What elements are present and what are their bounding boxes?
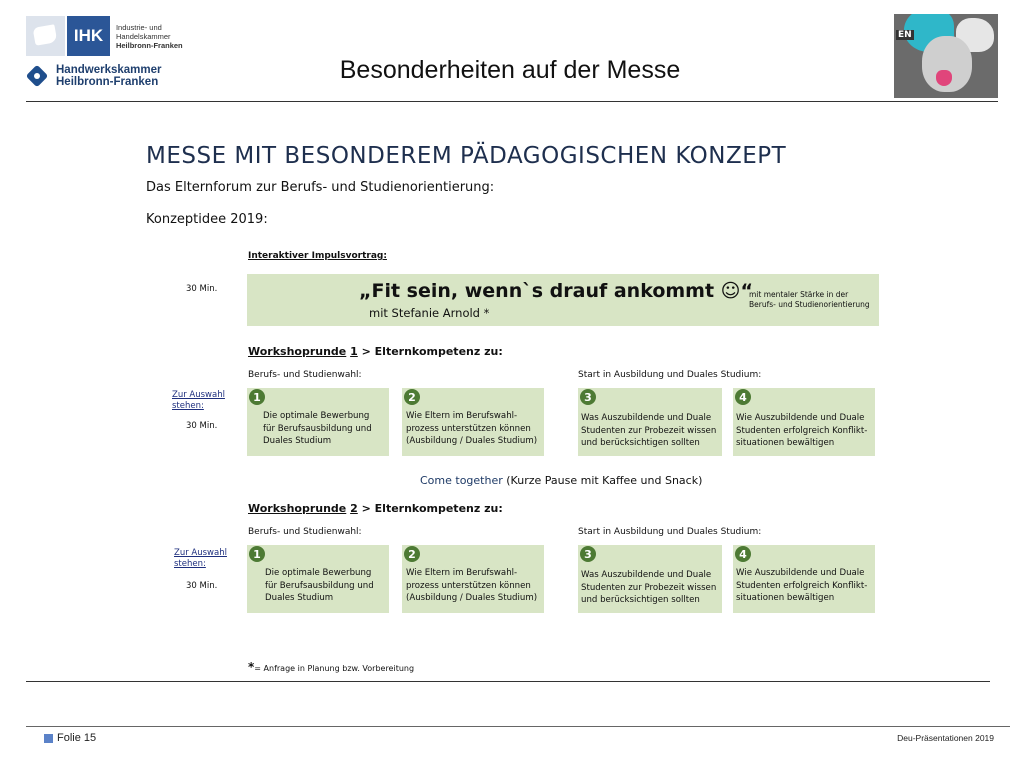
round-1-suffix: > Elternkompetenz zu: [361,345,503,358]
footer-slide-number [44,732,96,744]
round-1-group-right: Start in Ausbildung und Duales Studium: [578,370,762,380]
round-1-number: 1 [350,345,358,358]
keynote-note-line1: mit mentaler Stärke in der [749,290,849,299]
workshop-round-2-label [248,502,503,515]
round-1-time: 30 Min. [186,421,218,431]
round-1-choose-line1: Zur Auswahl [172,390,225,400]
round-1-group-left: Berufs- und Studienwahl: [248,370,362,380]
portrait-tag: EN [898,30,912,40]
round-2-workshop-4 [733,545,875,613]
footnote [248,660,414,674]
round-2-number: 2 [350,502,358,515]
keynote-time: 30 Min. [186,284,218,294]
workshop-round-1-label [248,345,503,358]
keynote-speaker: mit Stefanie Arnold * [369,306,490,320]
round-1-workshop-1 [247,388,389,456]
workshop-text: Wie Auszubildende und Duale Studenten erfolgreich Konflikt- situationen bewältigen [736,413,868,448]
round-2-choose-line2: stehen: [174,559,206,569]
round-2-prefix: Workshoprunde [248,502,347,515]
workshop-number-badge: 4 [735,389,751,405]
round-2-group-left: Berufs- und Studienwahl: [248,527,362,537]
workshop-number-badge: 3 [580,389,596,405]
round-2-time: 30 Min. [186,581,218,591]
hwk-logo-line1: Handwerkskammer [56,64,162,76]
round-2-group-right: Start in Ausbildung und Duales Studium: [578,527,762,537]
hwk-logo-line2: Heilbronn-Franken [56,76,159,88]
round-1-workshop-2 [402,388,544,456]
round-2-choose-label [174,548,227,570]
footer-source: Deu-Präsentationen 2019 [897,733,994,743]
keynote-label: Interaktiver Impulsvortrag: [248,251,387,261]
keynote-box [247,274,879,326]
round-2-workshop-1 [247,545,389,613]
workshop-number-badge: 4 [735,546,751,562]
round-2-choose-line1: Zur Auswahl [174,548,227,558]
workshop-text: Wie Eltern im Berufswahl- prozess unterstützen können (Ausbildung / Duales Studium) [406,568,538,603]
workshop-number-badge: 2 [404,546,420,562]
workshop-number-badge: 3 [580,546,596,562]
keynote-note [749,290,870,310]
ihk-logo-line1: Industrie- und Handelskammer [115,22,171,41]
workshop-number-badge: 1 [249,546,265,562]
round-2-workshop-3 [578,545,722,613]
keynote-note-line2: Berufs- und Studienorientierung [749,300,870,309]
slide-number-label: Folie 15 [57,732,97,744]
footnote-text: = Anfrage in Planung bzw. Vorbereitung [254,664,415,673]
workshop-text: Die optimale Bewerbung für Berufsausbildung und Duales Studium [265,568,374,603]
workshop-text: Was Auszubildende und Duale Studenten zur Probezeit wissen und berücksichtigen sollten [581,570,717,605]
content-divider [26,681,990,682]
workshop-number-badge: 2 [404,389,420,405]
round-2-workshop-2 [402,545,544,613]
round-1-prefix: Workshoprunde [248,345,347,358]
footnote-star: * [248,660,255,674]
round-1-choose-line2: stehen: [172,401,204,411]
footer-divider [26,726,1010,727]
document-subtitle: Das Elternforum zur Berufs- und Studienorientierung: [146,180,495,195]
round-2-suffix: > Elternkompetenz zu: [361,502,503,515]
workshop-number-badge: 1 [249,389,265,405]
workshop-text: Die optimale Bewerbung für Berufsausbildung und Duales Studium [263,411,372,446]
slide-title: Besonderheiten auf der Messe [339,56,681,84]
round-1-choose-label [172,390,225,412]
document-title: MESSE MIT BESONDEREM PÄDAGOGISCHEN KONZEPT [146,143,787,169]
ihk-logo-line2: Heilbronn-Franken [115,40,183,50]
concept-label: Konzeptidee 2019: [146,212,268,227]
workshop-text: Was Auszubildende und Duale Studenten zur Probezeit wissen und berücksichtigen sollten [581,413,717,448]
round-1-workshop-4 [733,388,875,456]
round-1-workshop-3 [578,388,722,456]
come-together-detail: (Kurze Pause mit Kaffee und Snack) [506,474,703,487]
workshop-text: Wie Auszubildende und Duale Studenten erfolgreich Konflikt- situationen bewältigen [736,568,868,603]
workshop-text: Wie Eltern im Berufswahl- prozess unterstützen können (Ausbildung / Duales Studium) [406,411,538,446]
square-bullet-icon [44,734,53,743]
keynote-quote: „Fit sein, wenn`s drauf ankommt ☺“ [359,280,753,302]
ihk-logo-abbr: IHK [67,16,110,56]
come-together-main: Come together [420,474,503,487]
come-together-break [420,474,702,487]
